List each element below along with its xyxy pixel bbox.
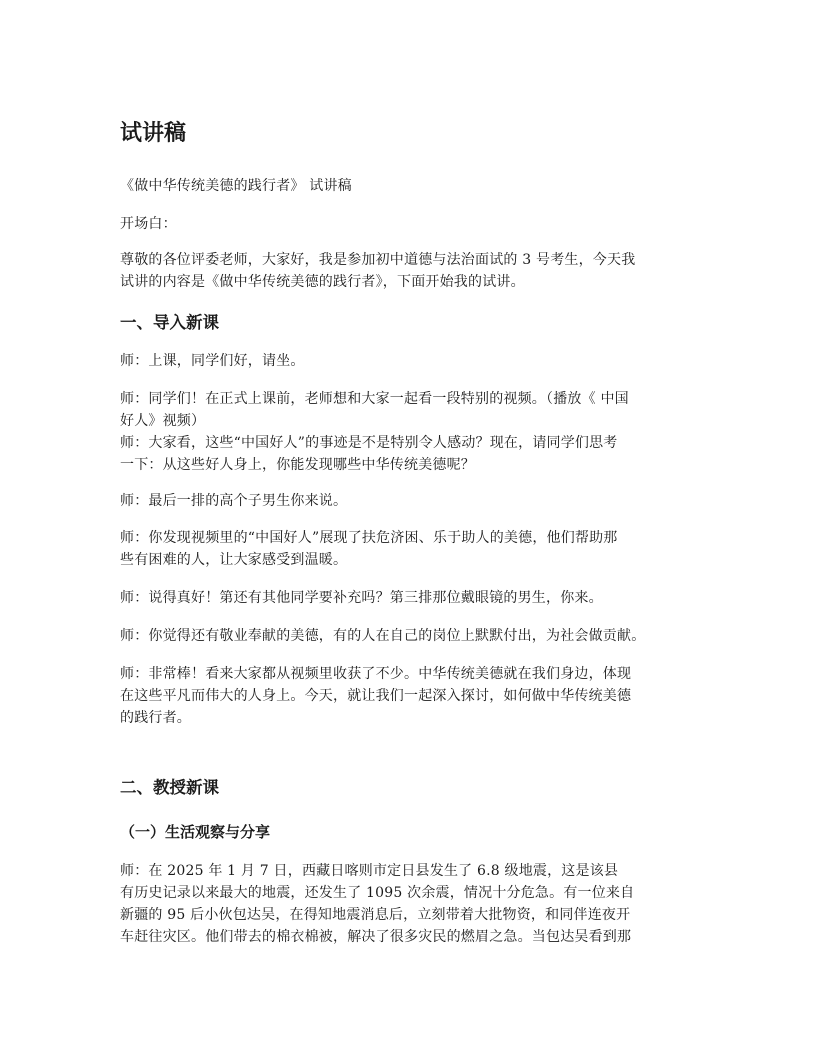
opening-label: 开场白： xyxy=(120,216,177,232)
teacher-line: 师：最后一排的高个子男生你来说。 xyxy=(120,493,348,509)
paragraph-line: 新疆的 95 后小伙包达吴，在得知地震消息后，立刻带着大批物资，和同伴连夜开 xyxy=(120,907,631,923)
section-heading-intro: 一、导入新课 xyxy=(120,313,219,332)
paragraph-line: 的践行者。 xyxy=(120,710,191,726)
paragraph-line: 好人》视频） xyxy=(120,413,206,429)
teacher-paragraph xyxy=(120,663,696,729)
teacher-paragraph xyxy=(120,527,696,571)
subsection-heading-observation: （一）生活观察与分享 xyxy=(120,823,271,841)
lecture-subtitle: 《做中华传统美德的践行者》 试讲稿 xyxy=(120,178,352,194)
paragraph-line: 有历史记录以来最大的地震，还发生了 1095 次余震，情况十分危急。有一位来自 xyxy=(120,885,635,901)
document-title: 试讲稿 xyxy=(120,121,187,146)
teacher-line: 师：说得真好！第还有其他同学要补充吗？第三排那位戴眼镜的男生，你来。 xyxy=(120,590,603,606)
paragraph-line: 些有困难的人，让大家感受到温暖。 xyxy=(120,552,348,568)
paragraph-line: 师：大家看，这些“中国好人”的事迹是不是特别令人感动？现在，请同学们思考 xyxy=(120,435,618,451)
paragraph-line: 在这些平凡而伟大的人身上。今天，就让我们一起深入探讨，如何做中华传统美德 xyxy=(120,688,632,704)
paragraph-line: 师：非常棒！看来大家都从视频里收获了不少。中华传统美德就在我们身边，体现 xyxy=(120,666,632,682)
opening-paragraph xyxy=(120,249,696,293)
paragraph-line: 师：在 2025 年 1 月 7 日，西藏日喀则市定日县发生了 6.8 级地震，这是该县 xyxy=(120,863,619,879)
teacher-line: 师：你觉得还有敬业奉献的美德，有的人在自己的岗位上默默付出，为社会做贡献。 xyxy=(120,628,646,644)
teacher-line: 师：上课，同学们好，请坐。 xyxy=(120,353,305,369)
section-heading-teaching: 二、教授新课 xyxy=(120,778,219,797)
paragraph-line: 车赶往灾区。他们带去的棉衣棉被，解决了很多灾民的燃眉之急。当包达吴看到那 xyxy=(120,929,632,945)
teacher-paragraph xyxy=(120,388,696,476)
opening-line-2: 试讲的内容是《做中华传统美德的践行者》，下面开始我的试讲。 xyxy=(120,274,525,290)
opening-line-1: 尊敬的各位评委老师，大家好，我是参加初中道德与法治面试的 3 号考生，今天我 xyxy=(120,252,636,268)
teacher-paragraph xyxy=(120,860,696,948)
paragraph-line: 师：你发现视频里的“中国好人”展现了扶危济困、乐于助人的美德，他们帮助那 xyxy=(120,530,618,546)
paragraph-line: 一下：从这些好人身上，你能发现哪些中华传统美德呢？ xyxy=(120,457,475,473)
paragraph-line: 师：同学们！在正式上课前，老师想和大家一起看一段特别的视频。（播放《 中国 xyxy=(120,391,629,407)
